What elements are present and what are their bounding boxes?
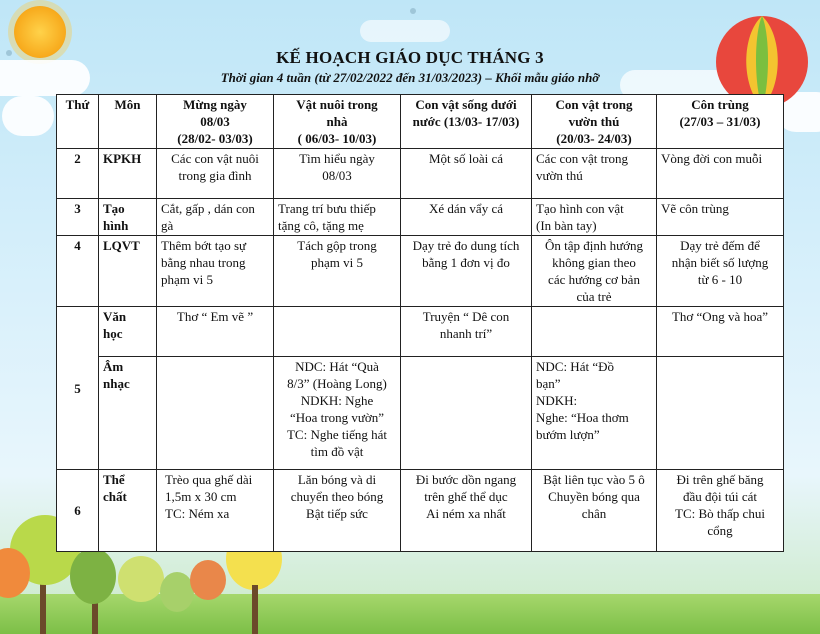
- table-row: [57, 199, 784, 236]
- document-subtitle: Thời gian 4 tuần (từ 27/02/2022 đến 31/03/2023) – Khối mẫu giáo nhỡ: [220, 70, 600, 85]
- cell-week-5: Vòng đời con muỗi: [657, 149, 784, 199]
- cell-week-3: Một số loài cá: [401, 149, 532, 199]
- cell-week-4: [532, 307, 657, 357]
- cell-week-2: Trang trí bưu thiếp tặng cô, tặng mẹ: [274, 199, 401, 236]
- header-thu: Thứ: [57, 95, 99, 149]
- cell-week-5: Thơ “Ong và hoa”: [657, 307, 784, 357]
- cell-mon: Văn học: [99, 307, 157, 357]
- cell-week-4: Tạo hình con vật (In bàn tay): [532, 199, 657, 236]
- cell-thu: 2: [57, 149, 99, 199]
- table-row: [57, 236, 784, 307]
- cell-mon: Tạo hình: [99, 199, 157, 236]
- cell-thu: 4: [57, 236, 99, 307]
- header-week-5: Côn trùng (27/03 – 31/03): [657, 95, 784, 149]
- education-plan-table: [56, 94, 784, 552]
- cell-thu: 3: [57, 199, 99, 236]
- cell-week-1: Các con vật nuôi trong gia đình: [157, 149, 274, 199]
- cell-thu: 6: [57, 470, 99, 552]
- cell-week-2: Lăn bóng và di chuyển theo bóng Bật tiếp sức: [274, 470, 401, 552]
- table-header-row: [57, 95, 784, 149]
- cell-week-4: Bật liên tục vào 5 ô Chuyền bóng qua chân: [532, 470, 657, 552]
- document-title: KẾ HOẠCH GIÁO DỤC THÁNG 3: [276, 48, 544, 67]
- cell-thu: 5: [57, 307, 99, 470]
- cell-week-5: Dạy trẻ đếm để nhận biết số lượng từ 6 - 10: [657, 236, 784, 307]
- cell-mon: Thể chất: [99, 470, 157, 552]
- table-row: [57, 470, 784, 552]
- table-row: [57, 307, 784, 357]
- cell-week-2: NDC: Hát “Quà 8/3” (Hoàng Long) NDKH: Nghe “Hoa trong vườn” TC: Nghe tiếng hát tìm đồ vật: [274, 357, 401, 470]
- header-week-1: Mừng ngày 08/03 (28/02- 03/03): [157, 95, 274, 149]
- cell-week-4: Ôn tập định hướng không gian theo các hướng cơ bản của trẻ: [532, 236, 657, 307]
- cell-week-2: Tìm hiểu ngày 08/03: [274, 149, 401, 199]
- cell-week-1: Thơ “ Em vẽ ”: [157, 307, 274, 357]
- cell-week-4: NDC: Hát “Đồ bạn” NDKH: Nghe: “Hoa thơm bướm lượn”: [532, 357, 657, 470]
- cell-week-3: Xé dán vẩy cá: [401, 199, 532, 236]
- header-week-4: Con vật trong vườn thú (20/03- 24/03): [532, 95, 657, 149]
- cell-week-5: Vẽ côn trùng: [657, 199, 784, 236]
- cell-week-1: Thêm bớt tạo sự bằng nhau trong phạm vi 5: [157, 236, 274, 307]
- cell-week-1: Cắt, gấp , dán con gà: [157, 199, 274, 236]
- cell-week-3: Truyện “ Dê con nhanh trí”: [401, 307, 532, 357]
- cell-week-1: Trèo qua ghế dài 1,5m x 30 cm TC: Ném xa: [157, 470, 274, 552]
- cell-mon: LQVT: [99, 236, 157, 307]
- cell-week-2: Tách gộp trong phạm vi 5: [274, 236, 401, 307]
- header-week-3: Con vật sống dưới nước (13/03- 17/03): [401, 95, 532, 149]
- cell-week-5: [657, 357, 784, 470]
- cell-week-5: Đi trên ghế băng đầu đội túi cát TC: Bò thấp chui cổng: [657, 470, 784, 552]
- cell-week-1: [157, 357, 274, 470]
- cell-week-4: Các con vật trong vườn thú: [532, 149, 657, 199]
- table-row: [57, 149, 784, 199]
- cell-week-3: Đi bước dồn ngang trên ghế thể dục Ai ném xa nhất: [401, 470, 532, 552]
- table-row: [57, 357, 784, 470]
- cell-week-3: Dạy trẻ đo dung tích bằng 1 đơn vị đo: [401, 236, 532, 307]
- header-week-2: Vật nuôi trong nhà ( 06/03- 10/03): [274, 95, 401, 149]
- cell-mon: KPKH: [99, 149, 157, 199]
- cell-mon: Âm nhạc: [99, 357, 157, 470]
- cell-week-3: [401, 357, 532, 470]
- header-mon: Môn: [99, 95, 157, 149]
- cell-week-2: [274, 307, 401, 357]
